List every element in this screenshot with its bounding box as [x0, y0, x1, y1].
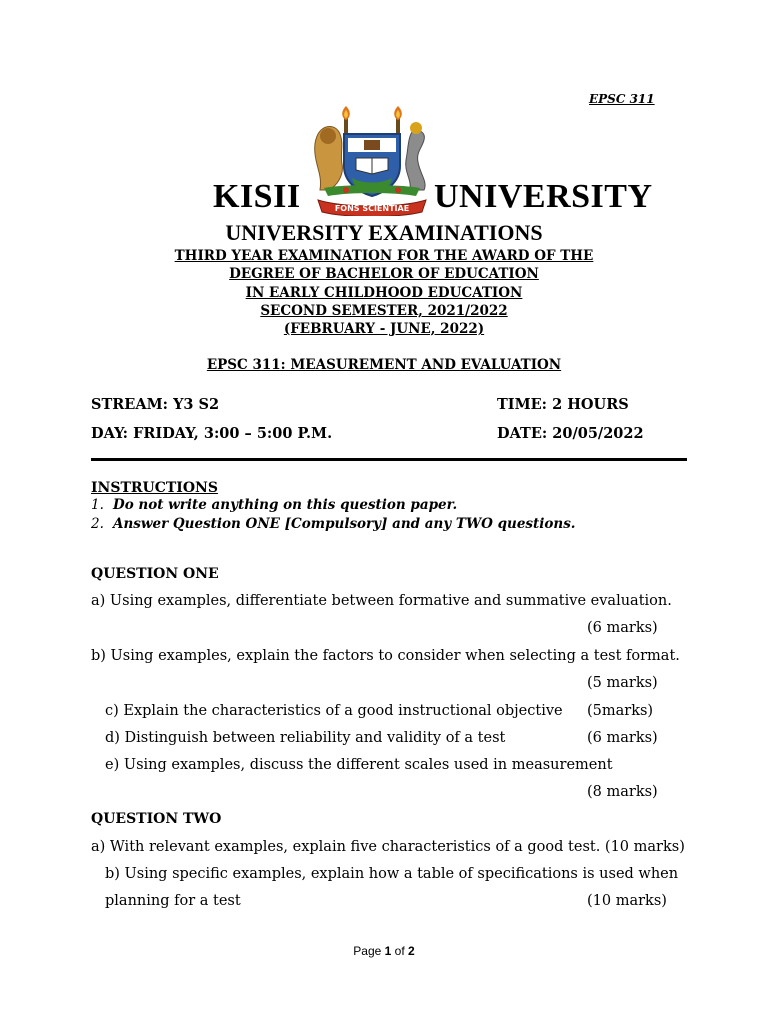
- question-one-b: b) Using examples, explain the factors to consider when selecting a test format.: [91, 648, 680, 664]
- page-of: of: [394, 944, 405, 958]
- university-name-right: UNIVERSITY: [434, 178, 653, 215]
- header-line-2: DEGREE OF BACHELOR OF EDUCATION: [229, 266, 539, 282]
- exams-title: UNIVERSITY EXAMINATIONS: [225, 220, 543, 245]
- question-one-heading: QUESTION ONE: [91, 566, 219, 582]
- question-one-d: d) Distinguish between reliability and validity of a test: [105, 730, 506, 746]
- page-number: [0, 944, 768, 958]
- course-title: EPSC 311: MEASUREMENT AND EVALUATION: [206, 357, 562, 373]
- question-one-a: a) Using examples, differentiate between formative and summative evaluation.: [91, 593, 672, 609]
- course-code: EPSC 311: [589, 92, 655, 106]
- motto-text: FONS SCIENTIAE: [334, 204, 410, 213]
- question-one-d-marks: (6 marks): [587, 730, 658, 746]
- instruction-item: [91, 516, 576, 532]
- instruction-item: [91, 497, 457, 513]
- time-label: TIME: 2 HOURS: [497, 396, 629, 413]
- question-one-e-marks: (8 marks): [587, 784, 658, 800]
- question-two-b-continued: planning for a test: [105, 893, 241, 909]
- question-one-c-marks: (5marks): [587, 703, 654, 719]
- question-one-c: c) Explain the characteristics of a good instructional objective: [105, 703, 563, 719]
- instruction-text: Do not write anything on this question paper.: [113, 497, 458, 513]
- header-line-5: (FEBRUARY - JUNE, 2022): [283, 321, 485, 337]
- header-line-4: SECOND SEMESTER, 2021/2022: [260, 303, 508, 319]
- page-label: Page: [353, 944, 382, 958]
- question-one-b-marks: (5 marks): [587, 675, 658, 691]
- divider-rule: [91, 458, 687, 461]
- question-one-a-marks: (6 marks): [587, 620, 658, 636]
- question-two-b-marks: (10 marks): [587, 893, 667, 909]
- page-total: 2: [408, 944, 415, 958]
- header-line-1: THIRD YEAR EXAMINATION FOR THE AWARD OF THE: [174, 248, 594, 264]
- instruction-text: Answer Question ONE [Compulsory] and any TWO questions.: [113, 516, 576, 532]
- instruction-number: 1.: [91, 497, 104, 513]
- page-current: 1: [384, 944, 392, 958]
- university-name-left: KISII: [213, 178, 301, 215]
- header-line-3: IN EARLY CHILDHOOD EDUCATION: [245, 285, 523, 301]
- question-two-heading: QUESTION TWO: [91, 811, 222, 827]
- day-label: DAY: FRIDAY, 3:00 – 5:00 P.M.: [91, 425, 333, 442]
- question-two-a: a) With relevant examples, explain five characteristics of a good test. (10 marks): [91, 839, 685, 855]
- date-label: DATE: 20/05/2022: [497, 425, 644, 442]
- instructions-heading: INSTRUCTIONS: [91, 480, 218, 496]
- stream-label: STREAM: Y3 S2: [91, 396, 220, 413]
- question-two-b: b) Using specific examples, explain how a table of specifications is used when: [105, 866, 679, 882]
- instruction-number: 2.: [91, 516, 104, 532]
- question-one-e: e) Using examples, discuss the different scales used in measurement: [105, 757, 613, 773]
- university-crest-logo: [304, 104, 440, 216]
